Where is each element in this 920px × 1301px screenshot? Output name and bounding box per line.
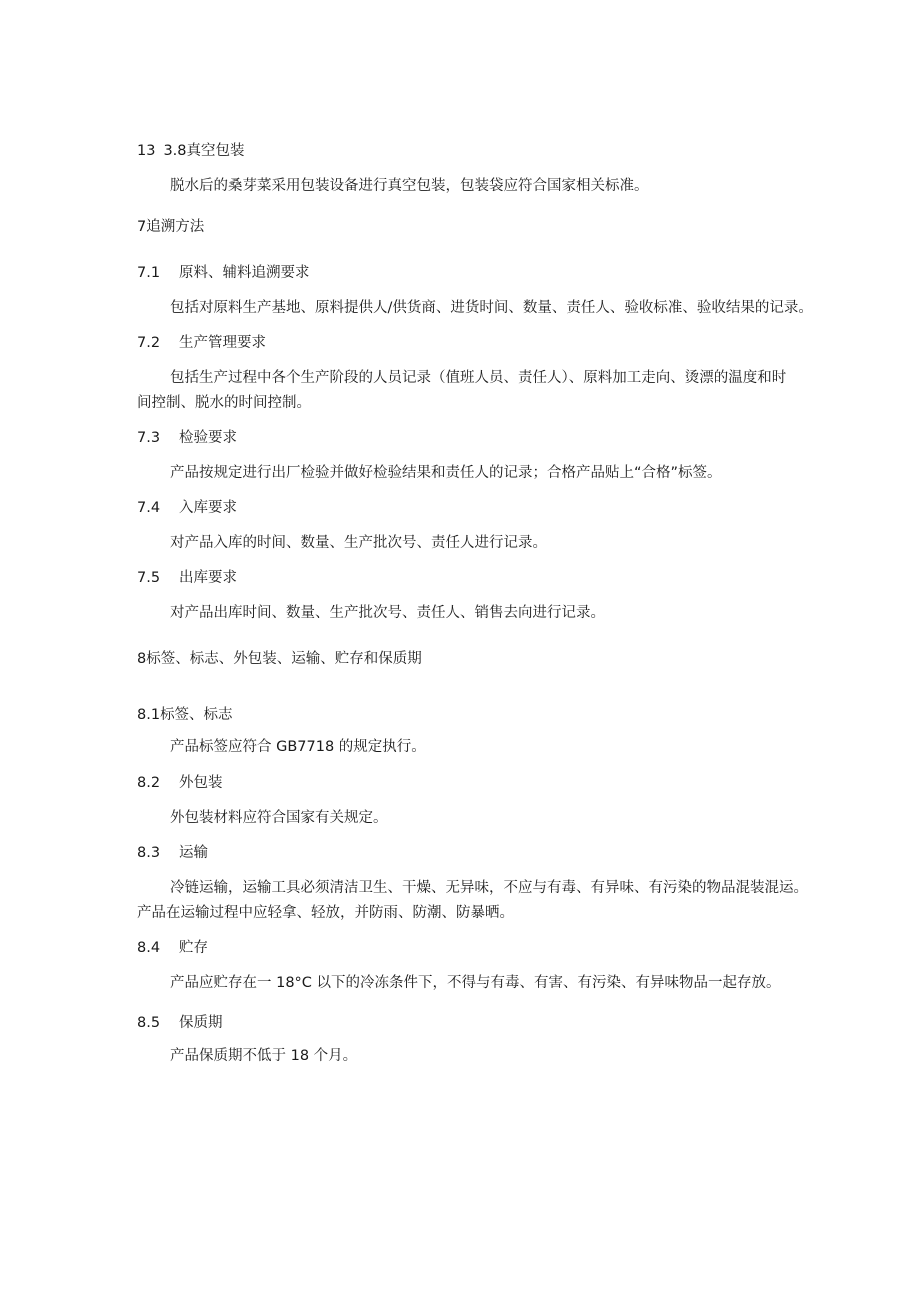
paragraph: 产品保质期不低于 18 个月。 xyxy=(170,1048,358,1064)
section-number: 7.2 xyxy=(137,335,161,351)
section-number: 7.1 xyxy=(137,265,161,281)
paragraph: 外包装材料应符合国家有关规定。 xyxy=(170,810,388,826)
section-heading-3-8 xyxy=(137,141,245,161)
section-number: 8.5 xyxy=(137,1015,161,1031)
section-heading-7-1 xyxy=(137,263,310,283)
section-title: 生产管理要求 xyxy=(179,335,266,351)
section-title: 检验要求 xyxy=(179,430,237,446)
section-number: 13 xyxy=(137,143,156,159)
section-number: 7 xyxy=(137,219,147,235)
section-number: 7.5 xyxy=(137,570,161,586)
paragraph: 产品按规定进行出厂检验并做好检验结果和责任人的记录；合格产品贴上“合格”标签。 xyxy=(170,465,722,481)
section-heading-8-5 xyxy=(137,1013,223,1033)
section-title: 出库要求 xyxy=(179,570,237,586)
section-number: 8.1 xyxy=(137,707,161,723)
paragraph: 对产品入库的时间、数量、生产批次号、责任人进行记录。 xyxy=(170,535,547,551)
section-title: 原料、辅料追溯要求 xyxy=(179,265,310,281)
section-number: 8.2 xyxy=(137,775,161,791)
paragraph: 冷链运输，运输工具必须清洁卫生、干燥、无异味，不应与有毒、有异味、有污染的物品混装混运。 xyxy=(170,880,808,896)
paragraph-continuation: 产品在运输过程中应轻拿、轻放，并防雨、防潮、防暴晒。 xyxy=(137,905,514,921)
paragraph: 脱水后的桑芽菜采用包装设备进行真空包装，包装袋应符合国家相关标准。 xyxy=(170,178,649,194)
section-number: 8 xyxy=(137,651,147,667)
section-heading-8 xyxy=(137,649,422,669)
paragraph: 包括对原料生产基地、原料提供人/供货商、进货时间、数量、责任人、验收标准、验收结果的记录。 xyxy=(170,300,813,316)
section-number: 3.8 xyxy=(163,143,187,159)
paragraph: 产品应贮存在一 18°C 以下的冷冻条件下，不得与有毒、有害、有污染、有异味物品一起存放。 xyxy=(170,975,781,991)
section-heading-7 xyxy=(137,217,204,237)
paragraph: 包括生产过程中各个生产阶段的人员记录（值班人员、责任人）、原料加工走向、烫漂的温度和时 xyxy=(170,370,787,386)
section-title: 保质期 xyxy=(179,1015,223,1031)
paragraph-continuation: 间控制、脱水的时间控制。 xyxy=(137,395,311,411)
section-heading-7-4 xyxy=(137,498,237,518)
section-heading-7-2 xyxy=(137,333,266,353)
section-heading-8-4 xyxy=(137,938,208,958)
section-heading-8-2 xyxy=(137,773,223,793)
section-number: 7.3 xyxy=(137,430,161,446)
section-title: 标签、标志 xyxy=(160,707,233,723)
paragraph: 对产品出库时间、数量、生产批次号、责任人、销售去向进行记录。 xyxy=(170,605,605,621)
section-heading-8-1 xyxy=(137,705,233,725)
section-heading-8-3 xyxy=(137,843,208,863)
section-title: 外包装 xyxy=(179,775,223,791)
section-title: 真空包装 xyxy=(186,143,245,159)
paragraph: 产品标签应符合 GB7718 的规定执行。 xyxy=(170,739,426,755)
section-title: 贮存 xyxy=(179,940,208,956)
section-heading-7-5 xyxy=(137,568,237,588)
section-heading-7-3 xyxy=(137,428,237,448)
section-number: 7.4 xyxy=(137,500,161,516)
section-number: 8.4 xyxy=(137,940,161,956)
section-number: 8.3 xyxy=(137,845,161,861)
section-title: 运输 xyxy=(179,845,208,861)
section-title: 标签、标志、外包装、运输、贮存和保质期 xyxy=(146,651,422,667)
section-title: 入库要求 xyxy=(179,500,237,516)
section-title: 追溯方法 xyxy=(146,219,205,235)
